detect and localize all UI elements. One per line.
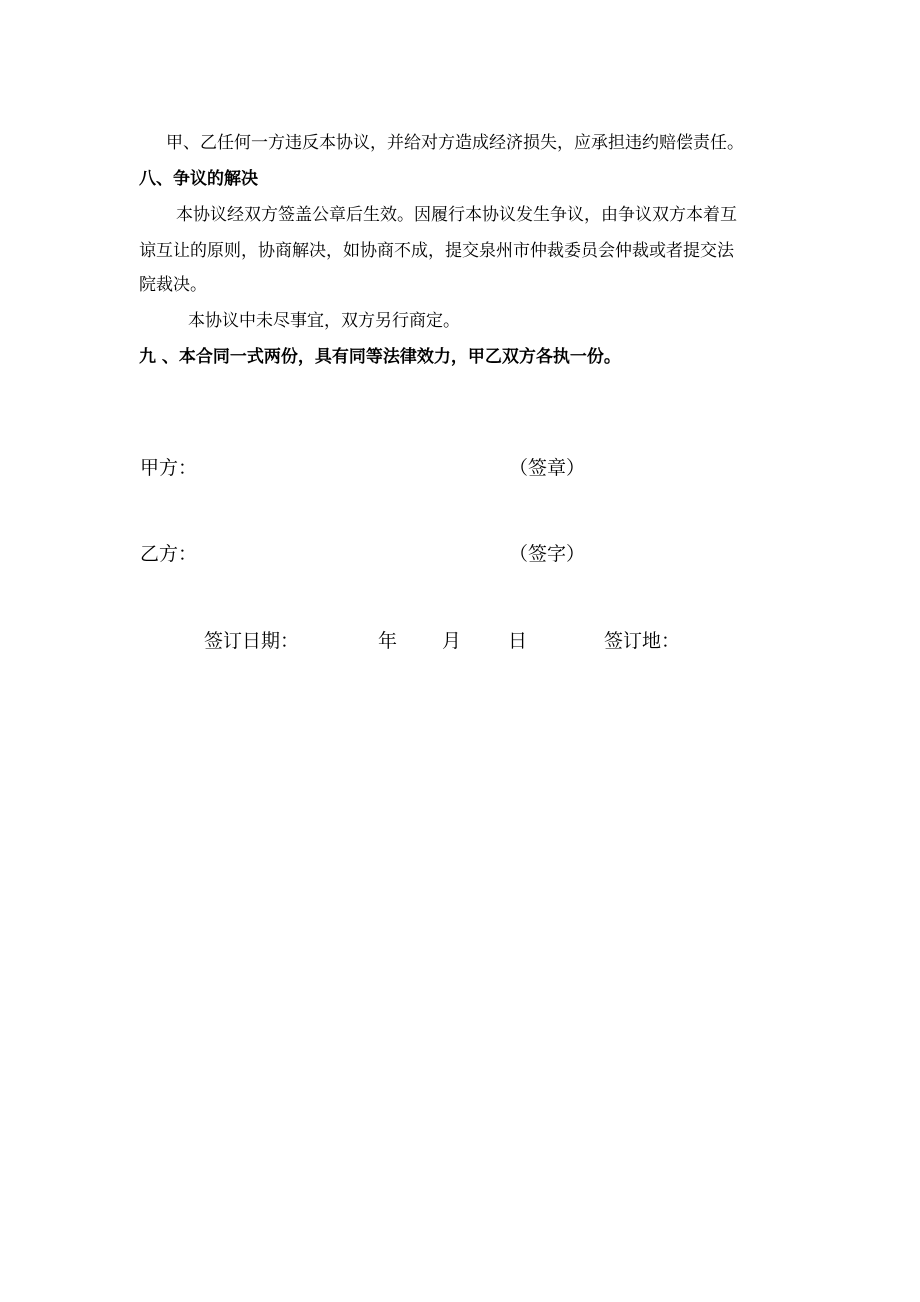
signing-month: 月 [442,630,462,652]
signing-place-label: 签订地： [604,630,681,652]
signing-date-label: 签订日期： [204,630,300,652]
breach-clause: 甲、乙任何一方违反本协议，并给对方造成经济损失，应承担违约赔偿责任。 [166,133,744,153]
signing-year: 年 [378,630,398,652]
section-9-heading: 九 、本合同一式两份，具有同等法律效力，甲乙双方各执一份。 [139,347,621,367]
signing-day: 日 [508,630,528,652]
party-b-label: 乙方： [140,543,198,565]
section-8-paragraph-line-1: 本协议经双方签盖公章后生效。因履行本协议发生争议，由争议双方本着互 [176,205,737,225]
section-8-heading: 八、争议的解决 [139,169,258,189]
party-a-seal-mark: （签章） [509,457,586,479]
party-a-label: 甲方： [140,457,198,479]
section-8-paragraph-line-3: 院裁决。 [139,275,207,295]
party-b-signature-mark: （签字） [509,543,586,565]
section-8-paragraph-line-2: 谅互让的原则，协商解决，如协商不成，提交泉州市仲裁委员会仲裁或者提交法 [139,241,734,261]
section-8-note: 本协议中未尽事宜，双方另行商定。 [188,311,460,331]
